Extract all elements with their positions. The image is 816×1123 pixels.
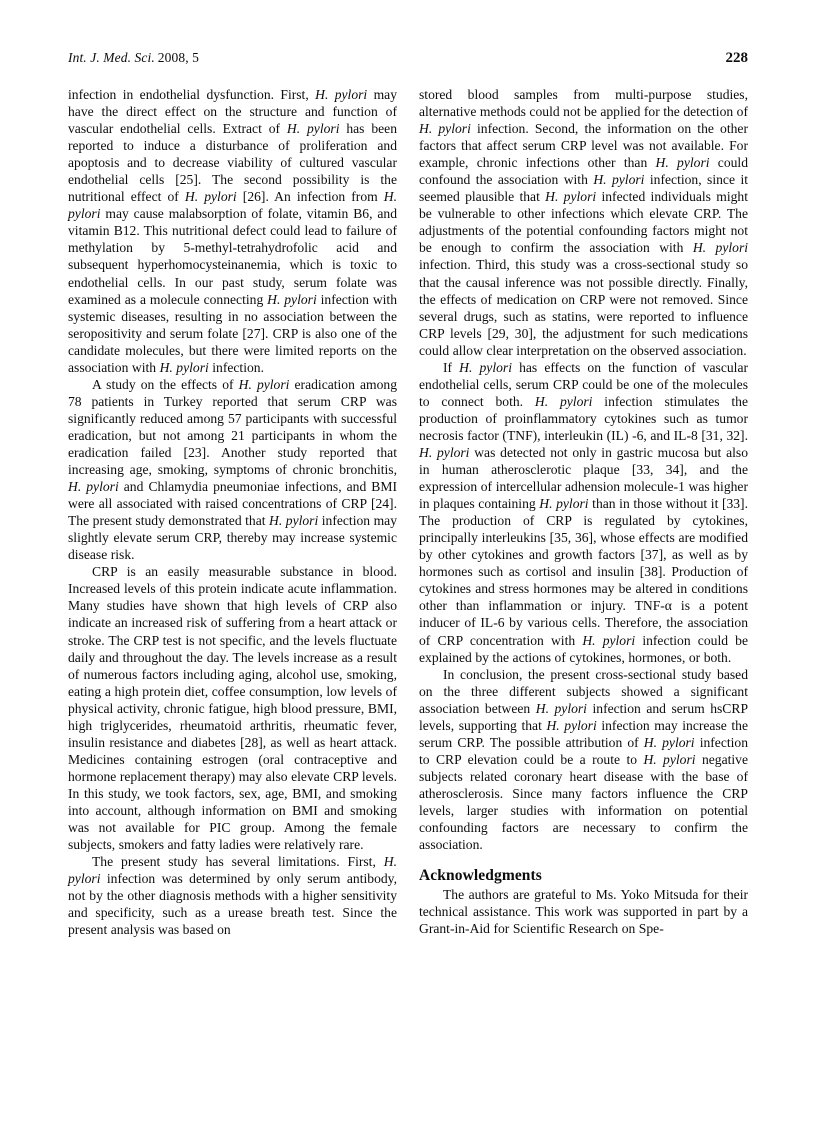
page-number: 228 xyxy=(725,50,748,66)
paragraph-text: A study on the effects of H. pylori eradication among 78 patients in Turkey reported that serum CRP was significantly reduced among 57 participants with successful eradication, but not among 21 participants in whom the eradication failed [23]. Another study reported that increasing age, smoking, symptoms of chronic bronchitis, H. pylori and Chlamydia pneumoniae infections, and BMI were all associated with raised concentrations of CRP [24]. The present study demonstrated that H. pylori infection may slightly elevate serum CRP, thereby may increase systemic disease risk. xyxy=(68,376,397,563)
paragraph-text: The authors are grateful to Ms. Yoko Mitsuda for their technical assistance. This work was supported in part by a Grant-in-Aid for Scientific Research on Spe- xyxy=(419,887,748,937)
paragraph xyxy=(68,563,397,853)
right-column xyxy=(419,86,748,938)
paragraph xyxy=(419,886,748,937)
paragraph-text: If H. pylori has effects on the function of vascular endothelial cells, serum CRP could be one of the molecules to connect both. H. pylori infection stimulates the production of proinflammatory cytokines such as tumor necrosis factor (TNF), interleukin (IL) -6, and IL-8 [31, 32]. H. pylori was detected not only in gastric mucosa but also in human atherosclerotic plaque [33, 34], and the expression of intercellular adhension molecule-1 was higher in plaques containing H. pylori than in those without it [33]. The production of CRP is regulated by cytokines, principally interleukins [35, 36], whose effects are modified by other cytokines and growth factors [37], as well as by hormones such as cortisol and insulin [38]. Production of cytokines and stress hormones may be altered in conditions other than inflammation or injury. TNF-α is a potent inducer of IL-6 by various cells. Therefore, the association of CRP concentration with H. pylori infection could be explained by the actions of cytokines, hormones, or both. xyxy=(419,359,749,665)
running-header xyxy=(68,50,748,72)
paragraph-text: stored blood samples from multi-purpose studies, alternative methods could not be applied for the detection of H. pylori infection. Second, the information on the other factors that affect serum CRP level was not available. For example, chronic infections other than H. pylori could confound the association with H. pylori infection, since it seemed plausible that H. pylori infected individuals might be vulnerable to other infections which elevate CRP. The adjustments of the potential confounding factors might not be enough to confirm the association with H. pylori infection. Third, this study was a cross-sectional study so that the causal inference was not possible directly. Finally, the effects of medication on CRP were not removed. Since several drugs, such as statins, were reported to influence CRP levels [29, 30], the adjustment for such medications could allow clear interpretation on the observed association. xyxy=(419,87,749,358)
acknowledgments-heading: Acknowledgments xyxy=(419,867,542,885)
paragraph-text: CRP is an easily measurable substance in blood. Increased levels of this protein indicate acute inflammation. Many studies have shown that high levels of CRP also indicate an increased risk of suffering from a heart attack or stroke. The CRP test is not specific, and the levels fluctuate daily and throughout the day. The levels increase as a result of numerous factors including aging, alcohol use, smoking, eating a high protein diet, coffee consumption, low levels of physical activity, chronic fatigue, high blood pressure, BMI, high triglycerides, rheumatoid arthritis, rheumatic fever, insulin resistance and diabetes [28], as well as heart attack. Medicines containing estrogen (oral contraceptive and hormone replacement therapy) may also elevate CRP levels. In this study, we took factors, sex, age, BMI, and smoking into account, although information on BMI and smoking was not available for PIC group. Among the female subjects, smokers and fatty ladies were relatively rare. xyxy=(68,564,397,853)
paragraph xyxy=(419,86,748,359)
left-column xyxy=(68,86,397,938)
paragraph-text: The present study has several limitations. First, H. pylori infection was determined by only serum antibody, not by the other diagnosis methods with a higher sensitivity and specificity, such as a urease breath test. Since the present analysis was based on xyxy=(68,854,397,938)
paragraph xyxy=(419,666,748,854)
paragraph xyxy=(419,359,748,666)
body-columns xyxy=(68,86,748,938)
header-citation xyxy=(68,50,199,66)
paragraph xyxy=(68,86,397,376)
paragraph-text: In conclusion, the present cross-sectional study based on the three different subjects showed a significant association between H. pylori infection and serum hsCRP levels, supporting that H. pylori infection may increase the serum CRP. The possible attribution of H. pylori infection to CRP elevation could be a route to H. pylori negative subjects related coronary heart disease with the base of atherosclerosis. Since many factors influence the CRP levels, larger studies with information on potential confounding factors are necessary to confirm the association. xyxy=(419,666,749,853)
paragraph xyxy=(68,376,397,564)
paragraph-text: infection in endothelial dysfunction. First, H. pylori may have the direct effect on the structure and function of vascular endothelial cells. Extract of H. pylori has been reported to induce a disturbance of proliferation and apoptosis and to decrease viability of cultured vascular endothelial cells [25]. The second possibility is the nutritional effect of H. pylori [26]. An infection from H. pylori may cause malabsorption of folate, vitamin B6, and vitamin B12. This nutritional defect could lead to failure of methylation by 5-methyl-tetrahydrofolic acid and subsequent hyperhomocysteinanemia, which is toxic to endothelial cells. In our past study, serum folate was examined as a molecule connecting H. pylori infection with systemic diseases, resulting in no association between the seropositivity and serum folate [27]. CRP is also one of the candidate molecules, but there were limited reports on the association with H. pylori infection. xyxy=(68,87,398,375)
paragraph xyxy=(68,853,397,938)
header-journal-name: Int. J. Med. Sci. xyxy=(68,50,155,65)
header-issue: 2008, 5 xyxy=(157,50,199,65)
